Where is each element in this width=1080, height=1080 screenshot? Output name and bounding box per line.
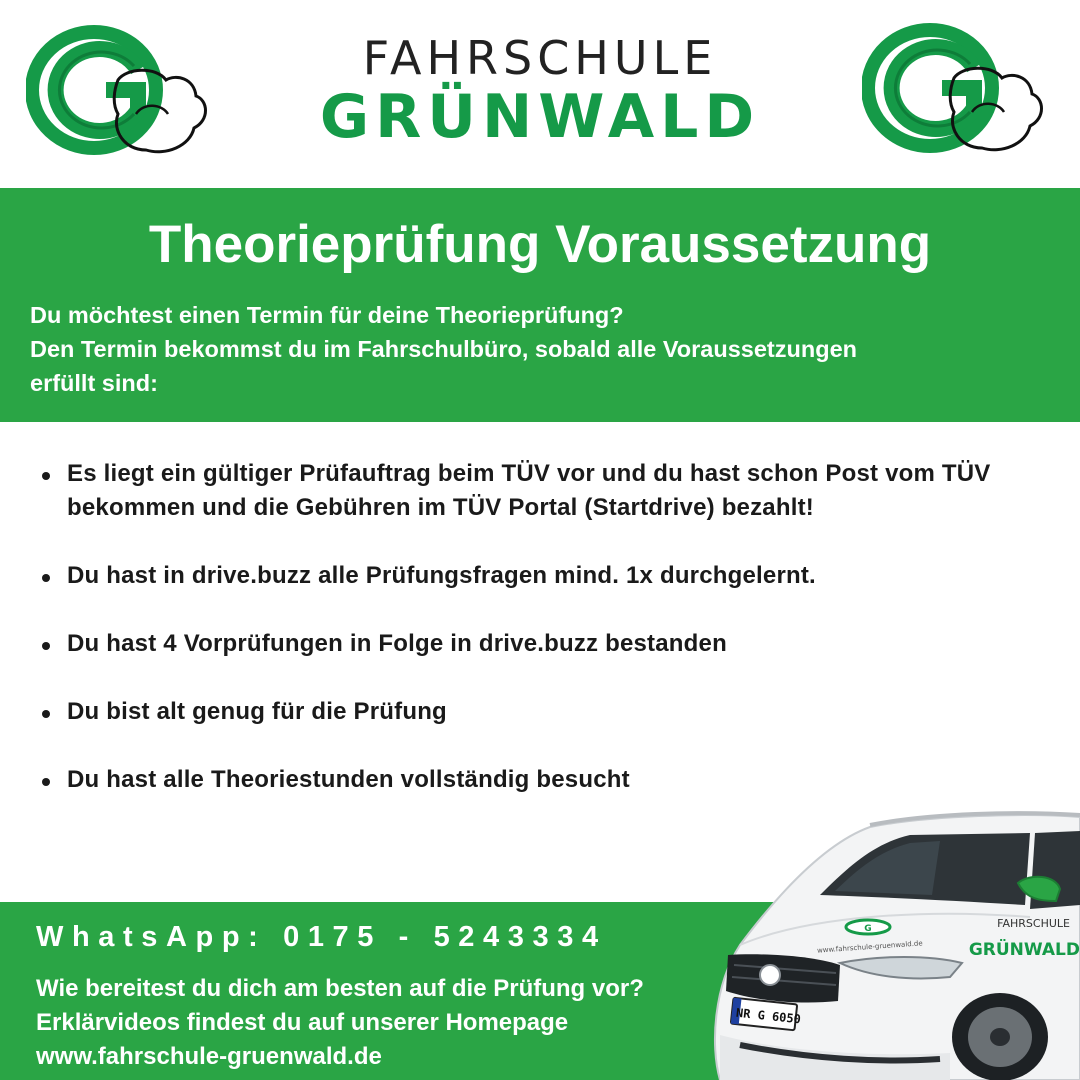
intro-line: Du möchtest einen Termin für deine Theorieprüfung? <box>30 302 624 328</box>
header <box>0 0 1080 188</box>
list-item: Du hast alle Theoriestunden vollständig besucht <box>40 763 1000 797</box>
intro-line: Den Termin bekommst du im Fahrschulbüro, sobald alle Voraussetzungen <box>30 336 857 362</box>
list-item: Du hast 4 Vorprüfungen in Folge in drive.buzz bestanden <box>40 627 1000 661</box>
list-item: Es liegt ein gültiger Prüfauftrag beim TÜV vor und du hast schon Post vom TÜV bekommen und die Gebühren im TÜV Portal (Startdrive) bezahlt! <box>40 457 1000 525</box>
car-door-brand: GRÜNWALD <box>968 940 1080 960</box>
fahrschule-logo-icon <box>26 18 216 168</box>
car-icon <box>700 805 1080 1080</box>
intro-text <box>30 298 1050 400</box>
footer-text <box>36 972 736 1074</box>
brand-wordmark <box>280 30 800 152</box>
page-title: Theorieprüfung Voraussetzung <box>148 215 932 274</box>
car-door-text: FAHRSCHULE <box>997 917 1070 930</box>
brand-top-text: FAHRSCHULE <box>362 31 718 85</box>
website-url: www.fahrschule-gruenwald.de <box>36 1043 382 1070</box>
license-plate: NR G 6050 <box>735 1005 802 1027</box>
requirements-list <box>40 457 1000 797</box>
list-item: Du bist alt genug für die Prüfung <box>40 695 1000 729</box>
list-item: Du hast in drive.buzz alle Prüfungsfragen mind. 1x durchgelernt. <box>40 559 1000 593</box>
intro-line: erfüllt sind: <box>30 370 158 396</box>
footer-line: Erklärvideos findest du auf unserer Homepage <box>36 1009 569 1036</box>
car-hood-text: www.fahrschule-gruenwald.de <box>816 939 923 955</box>
fahrschule-logo-icon <box>862 16 1052 166</box>
brand-bottom-text: GRÜNWALD <box>319 82 761 152</box>
footer-line: Wie bereitest du dich am besten auf die Prüfung vor? <box>36 975 644 1002</box>
whatsapp-number: WhatsApp: 0175 - 5243334 <box>36 921 607 953</box>
car-badge-letter: G <box>864 924 872 934</box>
